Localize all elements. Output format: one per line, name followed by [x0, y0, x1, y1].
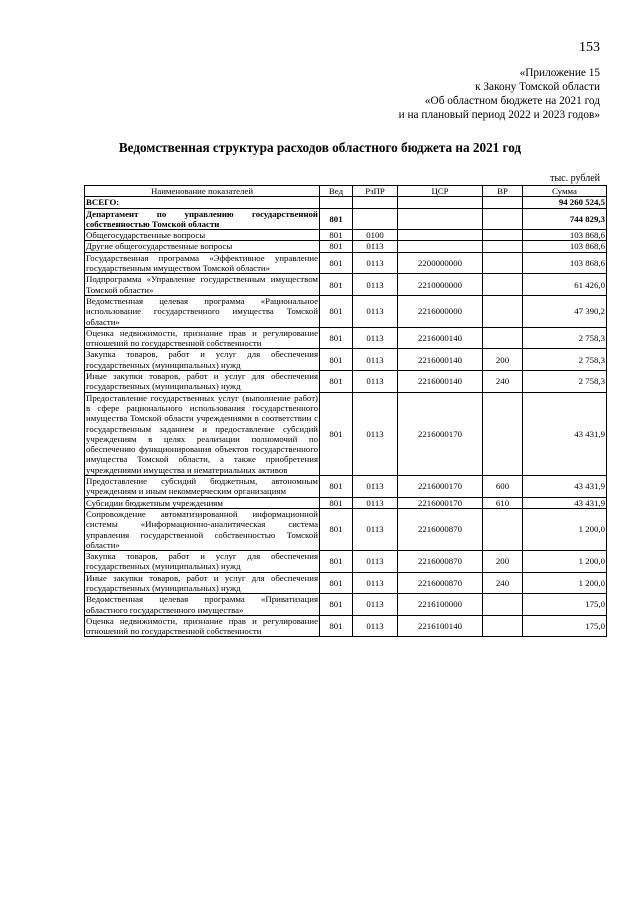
cell-csr: 2216000170 [398, 392, 483, 475]
annex-line: и на плановый период 2022 и 2023 годов» [398, 109, 600, 121]
cell-ved [320, 197, 353, 208]
cell-vr: 200 [483, 551, 523, 573]
cell-rzpr: 0113 [353, 274, 398, 296]
annex-line: «Об областном бюджете на 2021 год [424, 95, 600, 107]
cell-name: Закупка товаров, работ и услуг для обеспечения государственных (муниципальных) нужд [86, 349, 318, 370]
cell-name: ВСЕГО: [85, 197, 320, 208]
table-row [85, 327, 607, 349]
cell-rzpr: 0113 [353, 371, 398, 393]
cell-name: Ведомственная целевая программа «Рациональное использование государственного имущества Томской области» [86, 295, 318, 327]
table-row [85, 615, 607, 637]
cell-rzpr: 0113 [353, 392, 398, 475]
cell-csr: 2216000140 [398, 349, 483, 371]
cell-name: Другие общегосударственные вопросы [85, 241, 320, 252]
cell-name: Департамент по управлению государственной собственностью Томской области [86, 208, 318, 229]
cell-csr: 2210000000 [398, 274, 483, 296]
table-row [85, 274, 607, 296]
table-row [85, 392, 607, 475]
cell-ved: 801 [320, 508, 353, 550]
cell-csr [398, 208, 483, 230]
cell-vr [483, 252, 523, 274]
cell-vr [483, 392, 523, 475]
cell-rzpr: 0113 [353, 476, 398, 498]
budget-table [84, 185, 607, 637]
cell-csr: 2216000870 [398, 551, 483, 573]
cell-csr: 2216000870 [398, 508, 483, 550]
cell-rzpr: 0113 [353, 497, 398, 508]
cell-vr: 240 [483, 371, 523, 393]
cell-vr [483, 230, 523, 241]
cell-csr: 2216000140 [398, 327, 483, 349]
cell-vr [483, 508, 523, 550]
table-row [85, 241, 607, 252]
cell-sum: 43 431,9 [523, 497, 607, 508]
cell-ved: 801 [320, 252, 353, 274]
cell-ved: 801 [320, 551, 353, 573]
cell-ved: 801 [320, 497, 353, 508]
cell-name: Иные закупки товаров, работ и услуг для обеспечения государственных (муниципальных) нужд [86, 572, 318, 593]
cell-csr [398, 230, 483, 241]
cell-csr [398, 241, 483, 252]
cell-csr: 2216000870 [398, 572, 483, 594]
cell-vr [483, 197, 523, 208]
cell-rzpr [353, 197, 398, 208]
table-row [85, 371, 607, 393]
cell-rzpr: 0113 [353, 327, 398, 349]
cell-vr [483, 208, 523, 230]
cell-ved: 801 [320, 295, 353, 327]
table-header-row [85, 186, 607, 197]
cell-vr [483, 274, 523, 296]
cell-vr [483, 241, 523, 252]
table-row [85, 572, 607, 594]
cell-rzpr: 0100 [353, 230, 398, 241]
cell-ved: 801 [320, 274, 353, 296]
cell-sum: 2 758,3 [523, 349, 607, 371]
cell-sum: 61 426,0 [523, 274, 607, 296]
cell-sum: 43 431,9 [523, 476, 607, 498]
annex-line: «Приложение 15 [519, 67, 600, 79]
cell-rzpr: 0113 [353, 551, 398, 573]
cell-name: Предоставление субсидий бюджетным, автономным учреждениям и иным некоммерческим организациям [86, 476, 318, 497]
cell-csr: 2200000000 [398, 252, 483, 274]
cell-ved: 801 [320, 208, 353, 230]
header-vr: ВР [483, 186, 523, 197]
table-row-total [85, 197, 607, 208]
cell-csr: 2216000170 [398, 497, 483, 508]
cell-vr: 200 [483, 349, 523, 371]
header-csr: ЦСР [398, 186, 483, 197]
units-label: тыс. рублей [550, 173, 600, 184]
cell-vr [483, 615, 523, 637]
cell-csr: 2216000000 [398, 295, 483, 327]
header-sum: Сумма [523, 186, 607, 197]
cell-ved: 801 [320, 392, 353, 475]
cell-vr: 610 [483, 497, 523, 508]
cell-rzpr: 0113 [353, 615, 398, 637]
table-row [85, 476, 607, 498]
cell-name: Иные закупки товаров, работ и услуг для обеспечения государственных (муниципальных) нужд [86, 371, 318, 392]
table-row [85, 252, 607, 274]
table-row [85, 497, 607, 508]
annex-line: к Закону Томской области [475, 81, 600, 93]
table-row [85, 230, 607, 241]
table-row [85, 594, 607, 616]
cell-ved: 801 [320, 615, 353, 637]
cell-sum: 103 868,6 [523, 241, 607, 252]
cell-vr [483, 594, 523, 616]
page-number: 153 [579, 40, 600, 55]
table-row [85, 551, 607, 573]
annex-heading [399, 66, 600, 122]
cell-ved: 801 [320, 476, 353, 498]
header-rzpr: РзПР [353, 186, 398, 197]
table-row [85, 349, 607, 371]
cell-sum: 744 829,3 [523, 208, 607, 230]
header-ved: Вед [320, 186, 353, 197]
cell-name: Субсидии бюджетным учреждениям [85, 497, 320, 508]
cell-rzpr [353, 208, 398, 230]
cell-name: Сопровождение автоматизированной информационной системы «Информационно-аналитическая система управления государственной собственностью Томской области» [86, 508, 318, 550]
table-row [85, 295, 607, 327]
cell-name: Оценка недвижимости, признание прав и регулирование отношений по государственной собственности [86, 615, 318, 637]
cell-rzpr: 0113 [353, 241, 398, 252]
table-row [85, 508, 607, 550]
cell-rzpr: 0113 [353, 508, 398, 550]
cell-vr [483, 327, 523, 349]
cell-sum: 47 390,2 [523, 295, 607, 327]
cell-sum: 2 758,3 [523, 327, 607, 349]
cell-sum: 43 431,9 [523, 392, 607, 475]
cell-name: Закупка товаров, работ и услуг для обеспечения государственных (муниципальных) нужд [86, 551, 318, 572]
cell-name: Оценка недвижимости, признание прав и регулирование отношений по государственной собственности [86, 327, 318, 349]
cell-sum: 1 200,0 [523, 572, 607, 594]
cell-name: Предоставление государственных услуг (выполнение работ) в сфере рационального использования государственного имущества Томской области учреждениями в соответствии с государственным заданием и предоставление субсидий учреждениям в целях реализации полномочий по обеспечению функционирования объектов государственного имущества Томской области, а также приобретения учреждениями имущества и нематериальных активов [86, 392, 318, 475]
cell-name: Общегосударственные вопросы [85, 230, 320, 241]
cell-sum: 1 200,0 [523, 551, 607, 573]
cell-sum: 103 868,6 [523, 252, 607, 274]
cell-name: Ведомственная целевая программа «Приватизация областного государственного имущества» [86, 594, 318, 615]
cell-vr: 240 [483, 572, 523, 594]
cell-name: Государственная программа «Эффективное управление государственным имуществом Томской области» [86, 252, 318, 274]
cell-sum: 94 260 524,5 [523, 197, 607, 208]
cell-rzpr: 0113 [353, 572, 398, 594]
cell-ved: 801 [320, 594, 353, 616]
cell-sum: 175,0 [523, 594, 607, 616]
cell-ved: 801 [320, 327, 353, 349]
cell-ved: 801 [320, 371, 353, 393]
header-name: Наименование показателей [85, 186, 320, 197]
cell-sum: 103 868,6 [523, 230, 607, 241]
cell-csr: 2216000170 [398, 476, 483, 498]
cell-ved: 801 [320, 572, 353, 594]
cell-name: Подпрограмма «Управление государственным имуществом Томской области» [86, 274, 318, 295]
cell-ved: 801 [320, 349, 353, 371]
cell-ved: 801 [320, 241, 353, 252]
document-title: Ведомственная структура расходов областного бюджета на 2021 год [118, 140, 522, 155]
cell-rzpr: 0113 [353, 295, 398, 327]
cell-vr [483, 295, 523, 327]
cell-ved: 801 [320, 230, 353, 241]
cell-csr: 2216100000 [398, 594, 483, 616]
cell-rzpr: 0113 [353, 252, 398, 274]
table-row-department [85, 208, 607, 230]
cell-sum: 1 200,0 [523, 508, 607, 550]
cell-csr [398, 197, 483, 208]
cell-sum: 175,0 [523, 615, 607, 637]
cell-vr: 600 [483, 476, 523, 498]
cell-rzpr: 0113 [353, 594, 398, 616]
cell-csr: 2216000140 [398, 371, 483, 393]
cell-sum: 2 758,3 [523, 371, 607, 393]
cell-rzpr: 0113 [353, 349, 398, 371]
cell-csr: 2216100140 [398, 615, 483, 637]
